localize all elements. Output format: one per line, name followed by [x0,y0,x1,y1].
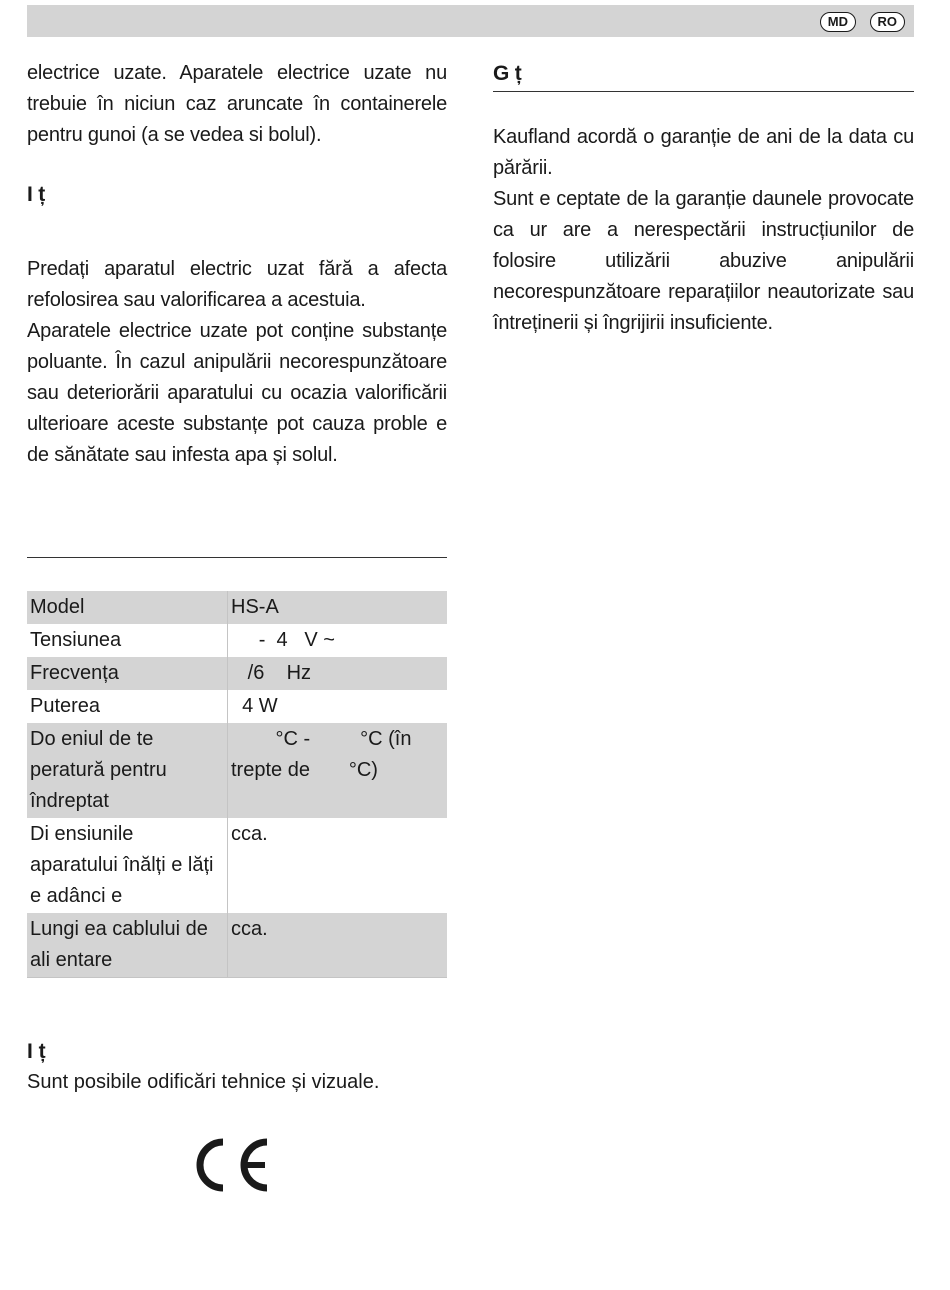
spec-label: Frecvența [27,657,228,690]
spec-label: Di ensiunile aparatului înălți e lăți e adânci e [27,818,228,913]
spec-label: Lungi ea cablului de ali entare [27,913,228,978]
disposal-paragraph-1: Predați aparatul electric uzat fără a afecta refolosirea sau valorificarea a acestuia. [27,258,447,311]
language-badge-md: MD [820,12,856,32]
spec-value: cca. [231,823,268,845]
notice-text: Sunt posibile odificări tehnice și vizuale. [27,1071,380,1093]
warranty-paragraph-1: Kaufland acordă o garanție de ani de la data cu părării. [493,126,914,179]
table-row [27,818,447,913]
spec-value: cca. [228,913,448,978]
spec-label: Model [27,591,228,624]
left-column [27,58,447,471]
table-row [27,913,447,978]
language-badge-ro: RO [870,12,906,32]
warranty-paragraph-2: Sunt e ceptate de la garanție daunele provocate ca ur are a nerespectării instrucțiunilor de folosire utilizării abuzive anipulării necorespunzătoare reparațiilor neautorizate sau întreținerii și îngrijirii insuficiente. [493,188,914,334]
spec-value: 4 W [231,695,278,717]
spec-label: Puterea [27,690,228,723]
table-row [27,657,447,690]
notice-block [27,1036,457,1098]
spec-label: Do eniul de te peratură pentru îndreptat [27,723,228,818]
table-row [27,591,447,624]
header-bar [27,5,914,37]
spec-value: °C - °C (în trepte de °C) [228,723,448,818]
table-row [27,690,447,723]
warranty-heading: G ț [493,58,914,92]
right-column [493,58,914,339]
spec-value: - 4 V ~ [231,629,335,651]
specs-table [27,591,447,978]
notice-heading: I ț [27,1040,46,1063]
specs-divider [27,557,447,558]
intro-paragraph: electrice uzate. Aparatele electrice uzate nu trebuie în niciun caz aruncate în containerele pentru gunoi (a se vedea si bolul). [27,62,447,146]
table-row [27,723,447,818]
disposal-heading: I ț [27,183,46,206]
ce-mark-icon [195,1136,277,1194]
spec-value: /6 Hz [228,657,448,690]
disposal-paragraph-2: Aparatele electrice uzate pot conține substanțe poluante. În cazul anipulării necorespunzătoare sau deteriorării aparatului cu ocazia valorificării ulterioare aceste substanțe pot cauza proble e de sănătate sau infesta apa și solul. [27,320,447,466]
spec-value: HS-A [228,591,448,624]
spec-label: Tensiunea [27,624,228,657]
table-row [27,624,447,657]
